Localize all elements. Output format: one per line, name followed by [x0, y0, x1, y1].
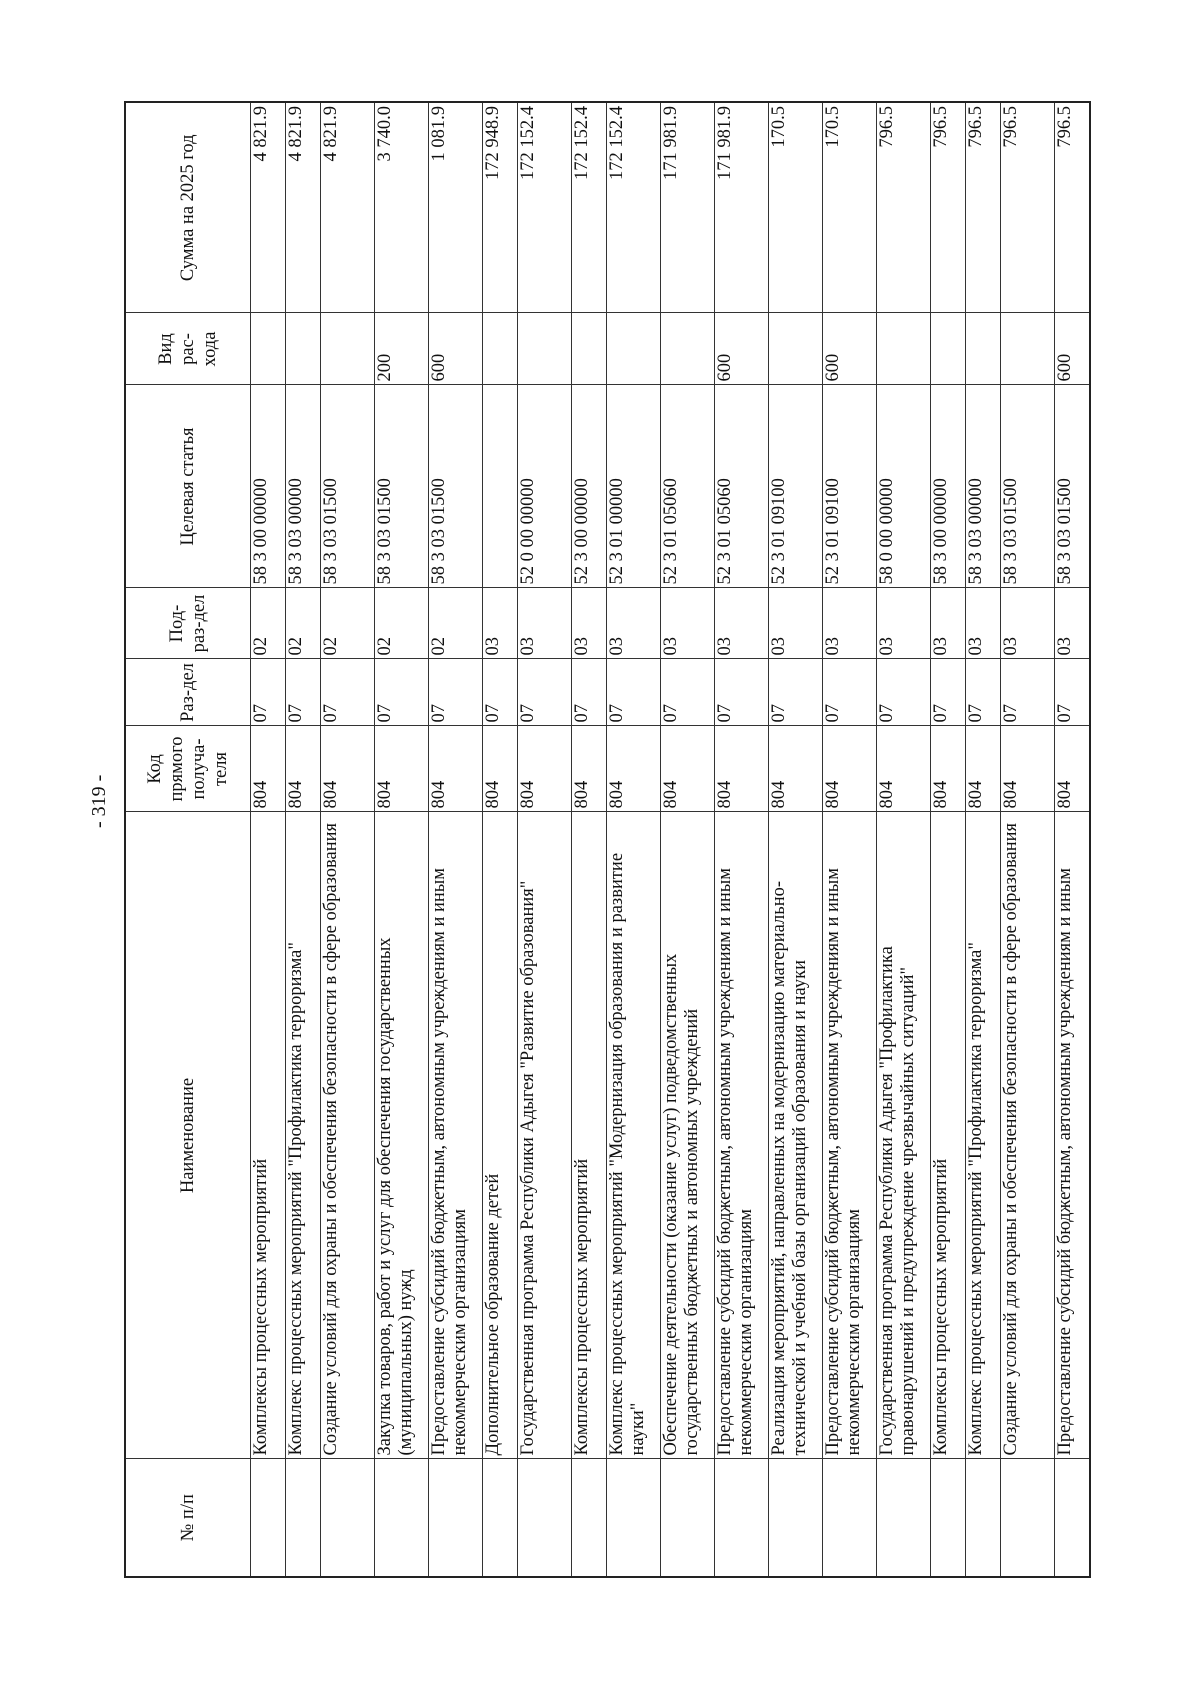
row-subsection-cell: 02	[251, 588, 286, 659]
row-name-cell: Обеспечение деятельности (оказание услуг) подведомственных государственных бюджетных и автономных учреждений	[661, 812, 715, 1459]
page-number: - 319 -	[88, 774, 110, 828]
row-name-cell: Комплексы процессных мероприятий	[251, 812, 286, 1459]
row-section-cell: 07	[931, 659, 966, 726]
row-recipient-code-cell: 804	[429, 726, 483, 812]
table-row	[1001, 102, 1055, 1577]
row-target-article-cell: 58 3 03 01500	[1055, 385, 1091, 588]
row-section-cell: 07	[1001, 659, 1055, 726]
row-section-cell: 07	[1055, 659, 1091, 726]
row-amount-cell: 796.5	[1055, 102, 1091, 313]
row-target-article-cell: 52 3 01 05060	[715, 385, 769, 588]
row-expense-type-cell	[877, 313, 931, 385]
header-subsection: Под-раз-дел	[125, 588, 251, 659]
row-subsection-cell: 03	[769, 588, 823, 659]
row-recipient-code-cell: 804	[877, 726, 931, 812]
row-expense-type-cell: 600	[1055, 313, 1091, 385]
row-num-cell	[429, 1459, 483, 1577]
row-subsection-cell: 03	[715, 588, 769, 659]
row-subsection-cell: 03	[1001, 588, 1055, 659]
header-name: Наименование	[125, 812, 251, 1459]
row-section-cell: 07	[715, 659, 769, 726]
row-name-cell: Дополнительное образование детей	[483, 812, 518, 1459]
row-amount-cell: 796.5	[1001, 102, 1055, 313]
row-name-cell: Реализация мероприятий, направленных на модернизацию материально-технической и учебной базы организаций образования и науки	[769, 812, 823, 1459]
row-name-cell: Государственная программа Республики Адыгея "Профилактика правонарушений и предупреждение чрезвычайных ситуаций"	[877, 812, 931, 1459]
row-recipient-code-cell: 804	[483, 726, 518, 812]
row-amount-cell: 171 981.9	[661, 102, 715, 313]
row-expense-type-cell	[607, 313, 661, 385]
table-row	[518, 102, 572, 1577]
row-expense-type-cell	[483, 313, 518, 385]
row-subsection-cell: 03	[966, 588, 1001, 659]
table-row	[483, 102, 518, 1577]
row-section-cell: 07	[518, 659, 572, 726]
row-num-cell	[321, 1459, 375, 1577]
row-subsection-cell: 02	[286, 588, 321, 659]
row-num-cell	[823, 1459, 877, 1577]
row-section-cell: 07	[769, 659, 823, 726]
row-amount-cell: 172 152.4	[572, 102, 607, 313]
header-amount: Сумма на 2025 год	[125, 102, 251, 313]
table-row	[877, 102, 931, 1577]
row-amount-cell: 170.5	[823, 102, 877, 313]
row-num-cell	[715, 1459, 769, 1577]
row-subsection-cell: 03	[1055, 588, 1091, 659]
row-name-cell: Предоставление субсидий бюджетным, автономным учреждениям и иным некоммерческим организациям	[823, 812, 877, 1459]
row-num-cell	[483, 1459, 518, 1577]
row-subsection-cell: 03	[661, 588, 715, 659]
row-expense-type-cell	[931, 313, 966, 385]
table-row	[375, 102, 429, 1577]
row-amount-cell: 170.5	[769, 102, 823, 313]
row-recipient-code-cell: 804	[823, 726, 877, 812]
row-expense-type-cell	[251, 313, 286, 385]
row-num-cell	[286, 1459, 321, 1577]
row-target-article-cell: 58 3 00 00000	[251, 385, 286, 588]
row-section-cell: 07	[572, 659, 607, 726]
row-subsection-cell: 03	[823, 588, 877, 659]
table-row	[715, 102, 769, 1577]
table-row	[823, 102, 877, 1577]
row-subsection-cell: 02	[321, 588, 375, 659]
row-name-cell: Закупка товаров, работ и услуг для обеспечения государственных (муниципальных) нужд	[375, 812, 429, 1459]
row-section-cell: 07	[877, 659, 931, 726]
row-name-cell: Предоставление субсидий бюджетным, автономным учреждениям и иным	[1055, 812, 1091, 1459]
row-num-cell	[1055, 1459, 1091, 1577]
table-row	[286, 102, 321, 1577]
row-target-article-cell: 52 3 01 09100	[823, 385, 877, 588]
row-num-cell	[251, 1459, 286, 1577]
row-amount-cell: 4 821.9	[286, 102, 321, 313]
row-amount-cell: 4 821.9	[251, 102, 286, 313]
table-row	[321, 102, 375, 1577]
row-target-article-cell: 58 3 03 00000	[966, 385, 1001, 588]
row-name-cell: Комплекс процессных мероприятий "Профилактика терроризма"	[286, 812, 321, 1459]
row-target-article-cell: 52 3 00 00000	[572, 385, 607, 588]
row-target-article-cell: 58 3 03 01500	[375, 385, 429, 588]
row-expense-type-cell: 600	[429, 313, 483, 385]
table-row	[769, 102, 823, 1577]
row-amount-cell: 172 152.4	[518, 102, 572, 313]
row-section-cell: 07	[429, 659, 483, 726]
table-header-row	[125, 102, 251, 1577]
row-subsection-cell: 03	[483, 588, 518, 659]
table-row	[661, 102, 715, 1577]
row-name-cell: Комплекс процессных мероприятий "Модернизация образования и развитие науки"	[607, 812, 661, 1459]
row-recipient-code-cell: 804	[607, 726, 661, 812]
row-target-article-cell: 58 3 03 00000	[286, 385, 321, 588]
header-expense-type: Вид рас-хода	[125, 313, 251, 385]
row-num-cell	[769, 1459, 823, 1577]
row-recipient-code-cell: 804	[715, 726, 769, 812]
row-section-cell: 07	[321, 659, 375, 726]
row-amount-cell: 171 981.9	[715, 102, 769, 313]
row-expense-type-cell: 600	[823, 313, 877, 385]
row-name-cell: Комплексы процессных мероприятий	[572, 812, 607, 1459]
row-recipient-code-cell: 804	[375, 726, 429, 812]
header-recipient-code: Код прямого получа-теля	[125, 726, 251, 812]
row-num-cell	[607, 1459, 661, 1577]
header-num: № п/п	[125, 1459, 251, 1577]
row-num-cell	[572, 1459, 607, 1577]
row-subsection-cell: 03	[518, 588, 572, 659]
row-subsection-cell: 03	[572, 588, 607, 659]
header-target-article: Целевая статья	[125, 385, 251, 588]
row-name-cell: Комплекс процессных мероприятий "Профилактика терроризма"	[966, 812, 1001, 1459]
row-target-article-cell: 52 3 01 05060	[661, 385, 715, 588]
row-num-cell	[518, 1459, 572, 1577]
row-expense-type-cell	[286, 313, 321, 385]
table-row	[429, 102, 483, 1577]
row-subsection-cell: 03	[931, 588, 966, 659]
row-amount-cell: 1 081.9	[429, 102, 483, 313]
row-name-cell: Государственная программа Республики Адыгея "Развитие образования"	[518, 812, 572, 1459]
row-expense-type-cell	[966, 313, 1001, 385]
row-amount-cell: 796.5	[966, 102, 1001, 313]
budget-table	[124, 101, 1091, 1578]
row-recipient-code-cell: 804	[1001, 726, 1055, 812]
row-recipient-code-cell: 804	[966, 726, 1001, 812]
row-expense-type-cell	[518, 313, 572, 385]
row-amount-cell: 4 821.9	[321, 102, 375, 313]
row-target-article-cell: 58 0 00 00000	[877, 385, 931, 588]
row-target-article-cell: 58 3 03 01500	[321, 385, 375, 588]
row-expense-type-cell	[572, 313, 607, 385]
row-target-article-cell: 52 0 00 00000	[518, 385, 572, 588]
row-name-cell: Создание условий для охраны и обеспечения безопасности в сфере образования	[1001, 812, 1055, 1459]
row-subsection-cell: 02	[375, 588, 429, 659]
row-target-article-cell	[483, 385, 518, 588]
table-row	[251, 102, 286, 1577]
row-target-article-cell: 58 3 00 00000	[931, 385, 966, 588]
row-section-cell: 07	[966, 659, 1001, 726]
row-name-cell: Создание условий для охраны и обеспечения безопасности в сфере образования	[321, 812, 375, 1459]
row-section-cell: 07	[607, 659, 661, 726]
row-subsection-cell: 03	[877, 588, 931, 659]
row-target-article-cell: 52 3 01 00000	[607, 385, 661, 588]
row-expense-type-cell: 600	[715, 313, 769, 385]
table-row	[607, 102, 661, 1577]
row-subsection-cell: 03	[607, 588, 661, 659]
row-num-cell	[931, 1459, 966, 1577]
header-section: Раз-дел	[125, 659, 251, 726]
row-recipient-code-cell: 804	[1055, 726, 1091, 812]
row-subsection-cell: 02	[429, 588, 483, 659]
row-expense-type-cell: 200	[375, 313, 429, 385]
row-section-cell: 07	[286, 659, 321, 726]
row-num-cell	[661, 1459, 715, 1577]
row-recipient-code-cell: 804	[931, 726, 966, 812]
row-section-cell: 07	[251, 659, 286, 726]
row-amount-cell: 796.5	[931, 102, 966, 313]
row-expense-type-cell	[769, 313, 823, 385]
table-row	[931, 102, 966, 1577]
row-section-cell: 07	[823, 659, 877, 726]
row-recipient-code-cell: 804	[251, 726, 286, 812]
row-recipient-code-cell: 804	[321, 726, 375, 812]
table-body	[251, 102, 1091, 1577]
table-row	[1055, 102, 1091, 1577]
row-name-cell: Предоставление субсидий бюджетным, автономным учреждениям и иным некоммерческим организациям	[715, 812, 769, 1459]
table-row	[966, 102, 1001, 1577]
row-expense-type-cell	[321, 313, 375, 385]
row-num-cell	[966, 1459, 1001, 1577]
row-recipient-code-cell: 804	[661, 726, 715, 812]
row-num-cell	[1001, 1459, 1055, 1577]
row-expense-type-cell	[1001, 313, 1055, 385]
row-recipient-code-cell: 804	[518, 726, 572, 812]
row-amount-cell: 796.5	[877, 102, 931, 313]
row-recipient-code-cell: 804	[286, 726, 321, 812]
row-amount-cell: 3 740.0	[375, 102, 429, 313]
row-amount-cell: 172 948.9	[483, 102, 518, 313]
table-row	[572, 102, 607, 1577]
row-name-cell: Комплексы процессных мероприятий	[931, 812, 966, 1459]
row-num-cell	[877, 1459, 931, 1577]
row-section-cell: 07	[375, 659, 429, 726]
row-section-cell: 07	[483, 659, 518, 726]
row-amount-cell: 172 152.4	[607, 102, 661, 313]
row-target-article-cell: 58 3 03 01500	[429, 385, 483, 588]
row-expense-type-cell	[661, 313, 715, 385]
row-section-cell: 07	[661, 659, 715, 726]
row-recipient-code-cell: 804	[572, 726, 607, 812]
row-num-cell	[375, 1459, 429, 1577]
row-name-cell: Предоставление субсидий бюджетным, автономным учреждениям и иным некоммерческим организациям	[429, 812, 483, 1459]
rotated-page	[124, 103, 1075, 1578]
row-target-article-cell: 58 3 03 01500	[1001, 385, 1055, 588]
row-target-article-cell: 52 3 01 09100	[769, 385, 823, 588]
row-recipient-code-cell: 804	[769, 726, 823, 812]
